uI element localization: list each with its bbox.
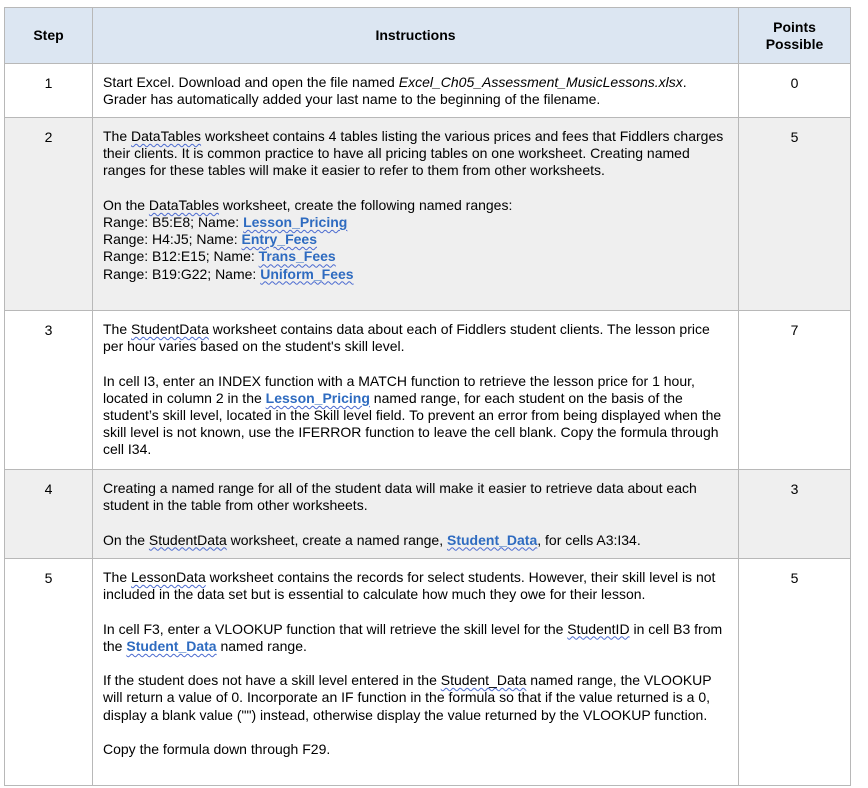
instructions-table [4, 7, 851, 786]
worksheet-name: LessonData [131, 569, 206, 585]
instruction-text: If the student does not have a skill level entered in the Student_Data named range, the VLOOKUP will return a value of 0. Incorporate an IF function in the formula so that if the value returned is a 0, display a blank value ("") instead, otherwise display the value returned by the VLOOKUP function. [103, 672, 712, 723]
instruction-text: Copy the formula down through F29. [103, 740, 331, 757]
header-instructions: Instructions [93, 8, 739, 63]
step-number: 5 [4, 559, 93, 785]
step-number: 2 [4, 118, 93, 310]
worksheet-name: DataTables [131, 128, 202, 144]
step-number: 1 [4, 64, 93, 117]
points-value: 0 [739, 64, 851, 117]
named-range: Student_Data [126, 637, 217, 654]
header-points-line2: Possible [765, 35, 824, 52]
header-step: Step [4, 8, 93, 63]
table-row [4, 470, 851, 559]
instruction-cell [93, 118, 739, 310]
instruction-text: On the DataTables worksheet, create the following named ranges: Range: B5:E8; Name: Lesson_Pricing Range: H4:J5; Name: Entry_Fees Range: B12:E15; Name: Trans_Fees Range: B19:G22; Name: Uniform_Fees [103, 196, 513, 282]
table-row [4, 64, 851, 118]
named-range: Uniform_Fees [260, 265, 354, 282]
step-number: 4 [4, 470, 93, 558]
worksheet-name: StudentData [131, 321, 209, 337]
table-row [4, 559, 851, 786]
instruction-cell [93, 470, 739, 558]
points-value: 7 [739, 311, 851, 469]
instruction-text: Creating a named range for all of the student data will make it easier to retrieve data about each student in the table from other worksheets. [103, 480, 697, 514]
points-value: 3 [739, 470, 851, 558]
file-name: Excel_Ch05_Assessment_MusicLessons.xlsx [398, 74, 683, 90]
instruction-cell [93, 311, 739, 469]
instruction-text: On the StudentData worksheet, create a named range, Student_Data, for cells A3:I34. [103, 531, 641, 548]
instruction-text: The DataTables worksheet contains 4 tables listing the various prices and fees that Fiddlers charges their clients. It is common practice to have all pricing tables on one worksheet. Creating named ranges for these tables will make it easier to refer to them from other worksheets. [103, 128, 724, 179]
instruction-text: The LessonData worksheet contains the records for select students. However, their skill level is not included in the data set but is essential to calculate how much they owe for their lesson. [103, 569, 716, 603]
instruction-text: In cell I3, enter an INDEX function with a MATCH function to retrieve the lesson price for 1 hour, located in column 2 in the Lesson_Pricing named range, for each student on the basis of the student’s skill level, located in the Skill level field. To prevent an error from being displayed when the skill level is not known, use the IFERROR function to leave the cell blank. Copy the formula through cell I34. [103, 372, 722, 458]
named-range: Lesson_Pricing [265, 389, 370, 406]
instruction-cell [93, 559, 739, 785]
instruction-text: Start Excel. Download and open the file named Excel_Ch05_Assessment_MusicLessons.xlsx. Grader has automatically added your last name to the beginning of the filename. [103, 74, 687, 108]
field-name: StudentID [567, 620, 630, 637]
instruction-text: In cell F3, enter a VLOOKUP function that will retrieve the skill level for the StudentID in cell B3 from the Student_Data named range. [103, 620, 723, 654]
table-header-row [4, 7, 851, 64]
instruction-cell [93, 64, 739, 117]
points-value: 5 [739, 118, 851, 310]
instruction-text: The StudentData worksheet contains data about each of Fiddlers student clients. The lesson price per hour varies based on the student's skill level. [103, 321, 710, 355]
points-value: 5 [739, 559, 851, 785]
step-number: 3 [4, 311, 93, 469]
table-row [4, 118, 851, 311]
table-row [4, 311, 851, 470]
worksheet-name: DataTables [148, 196, 219, 213]
worksheet-name: StudentData [148, 531, 227, 548]
named-range: Lesson_Pricing [243, 214, 348, 230]
named-range: Trans_Fees [258, 248, 336, 265]
header-points-line1: Points [773, 18, 816, 35]
header-points [739, 8, 851, 63]
named-range-ref: Student_Data [440, 672, 527, 689]
named-range: Student_Data [447, 531, 538, 548]
named-range: Entry_Fees [241, 231, 317, 248]
